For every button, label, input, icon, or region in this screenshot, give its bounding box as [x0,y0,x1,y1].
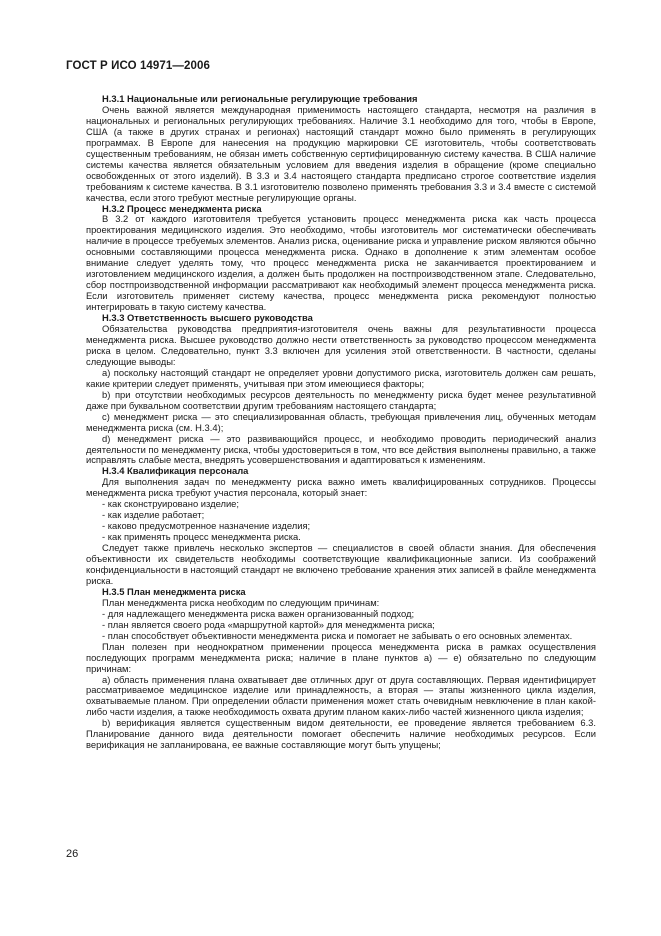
paragraph: Для выполнения задач по менеджменту риска важно иметь квалифицированных сотрудников. Процессы менеджмента риска требуют участия персонала, который знает: [86,476,596,499]
list-item: - как применять процесс менеджмента риска. [102,531,301,543]
section-heading-h34: Н.3.4 Квалификация персонала [102,465,249,477]
section-heading-h31: Н.3.1 Национальные или региональные регулирующие требования [102,93,418,104]
list-item: - план способствует объективности менеджмента риска и помогает не забывать о его основных элементах. [102,629,573,641]
list-item: b) при отсутствии необходимых ресурсов деятельность по менеджменту риска будет менее результативной даже при буквальном соответствии другим требованиям настоящего стандарта; [86,388,596,411]
list-item: - план является своего рода «маршрутной картой» для менеджмента риска; [102,618,435,630]
list-item: - для надлежащего менеджмента риска важен организованный подход; [102,607,415,619]
paragraph: Следует также привлечь несколько экспертов — специалистов в своей области знания. Для обеспечения объективности их свидетельств необходимы соответствующие квалификационные записи. Из соображений конфиденциальности в настоящий стандарт не включено требование хранения этих записей в файле менеджмента риска. [86,542,596,586]
list-item: b) верификация является существенным видом деятельности, ее проведение является требованием 6.3. Планирование данного вида деятельности помогает обеспечить наличие необходимых ресурсов. Если верификация не запланирована, ее важные составляющие могут быть упущены; [86,717,596,751]
paragraph: В 3.2 от каждого изготовителя требуется установить процесс менеджмента риска как часть процесса проектирования медицинского изделия. Это необходимо, чтобы изготовитель мог систематически обеспечивать наличие в процессе требуемых элементов. Анализ риска, оценивание риска и управление риском являются обычно основными составляющими процесса менеджмента риска. Однако в дополнение к этим элементам особое внимание следует уделять тому, что процесс менеджмента риска не заканчивается проектированием и изготовлением медицинского изделия, а должен быть продолжен на постпроизводственном этапе. Следовательно, сбор постпроизводственной информации рассматривают как необходимый элемент процесса менеджмента риска. Если изготовитель применяет систему качества, процесс менеджмента риска рекомендуют полностью интегрировать в такую систему качества. [86,213,596,313]
section-heading-h32: Н.3.2 Процесс менеджмента риска [102,202,262,214]
list-item: - как изделие работает; [102,509,205,521]
list-item: d) менеджмент риска — это развивающийся процесс, и необходимо проводить периодический анализ деятельности по менеджменту риска, чтобы удостовериться в том, что все действия выполнены правильно, а также исправлять слабые места, внедрять усовершенствования и адаптироваться к изменениям. [86,432,596,466]
paragraph: Обязательства руководства предприятия-изготовителя очень важны для результативности процесса менеджмента риска. Высшее руководство должно нести ответственность за руководство процессом менеджмента риска в целом. Следовательно, пункт 3.3 включен для усиления этой ответственности. В частности, сделаны следующие выводы: [86,323,596,367]
section-heading-h33: Н.3.3 Ответственность высшего руководства [102,312,313,324]
list-item: а) поскольку настоящий стандарт не определяет уровни допустимого риска, изготовитель должен сам решать, какие критерии следует применять, учитывая при этом имеющиеся факторы; [86,366,596,389]
list-item: с) менеджмент риска — это специализированная область, требующая привлечения лиц, обученных методам менеджмента риска (см. Н.3.4); [86,410,596,433]
paragraph: План менеджмента риска необходим по следующим причинам: [102,596,380,608]
section-heading-h35: Н.3.5 План менеджмента риска [102,585,246,597]
paragraph: План полезен при неоднократном применении процесса менеджмента риска в рамках осуществления последующих программ менеджмента риска; наличие в плане пунктов а) — е) обязательно по следующим причинам: [86,640,596,674]
list-item: а) область применения плана охватывает две отличных друг от друга составляющих. Первая идентифицирует рассматриваемое медицинское изделие или принадлежность, а вторая — этапы жизненного цикла изделия, охватываемые планом. При определении области применения может стать очевидным невключение в план какой-либо части изделия, а также необходимость охвата другим планом каких-либо частей жизненного цикла изделия; [86,673,596,718]
page-body [86,94,596,751]
paragraph: Очень важной является международная применимость настоящего стандарта, несмотря на различия в национальных и региональных регулирующих требованиях. Наличие 3.1 необходимо для того, чтобы в Европе, США (а также в других странах и регионах) настоящий стандарт можно было применять в регулирующих программах. В Европе для нанесения на продукцию маркировки СЕ изготовитель, чтобы соответствовать существенным требованиям, не обязан иметь собственную сертифицированную систему качества. В США наличие системы качества является обязательным условием для введения изделия в обращение (кроме специально освобожденных от этого изделий). В 3.3 и 3.4 настоящего стандарта предписано строгое соответствие изделия требованиям к системе качества. В 3.1 изготовителю позволено применять требования 3.3 и 3.4 вместе с системой качества, если этого требуют местные регулирующие органы. [86,103,596,203]
list-item: - как сконструировано изделие; [102,498,239,510]
page-number: 26 [66,848,79,860]
document-header: ГОСТ Р ИСО 14971—2006 [66,60,211,72]
list-item: - каково предусмотренное назначение изделия; [102,520,311,532]
